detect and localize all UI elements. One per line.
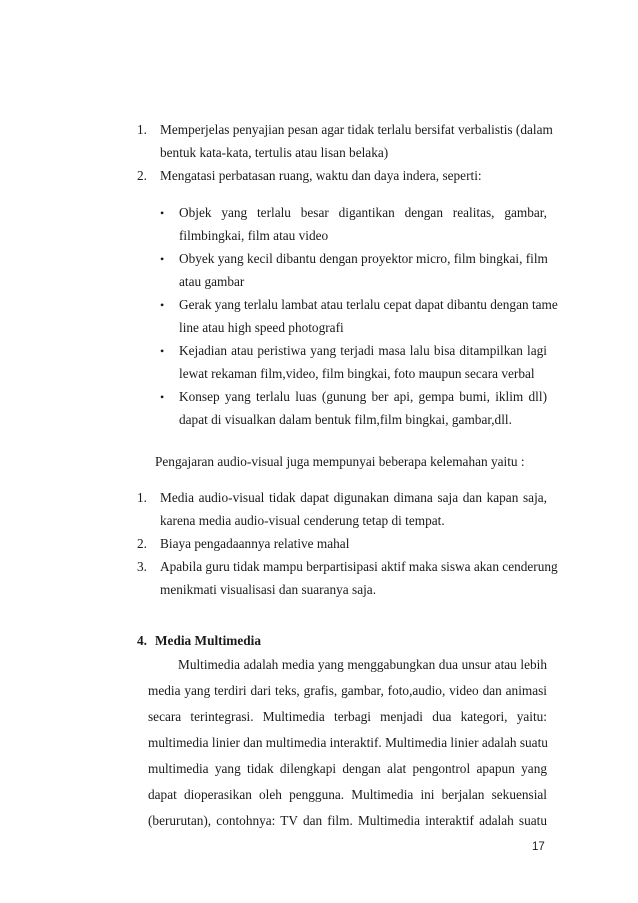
bullet-line: Gerak yang terlalu lambat atau terlalu cepat dapat dibantu dengan tame [179, 297, 558, 312]
bullet-icon: • [160, 206, 165, 220]
bullet-line: Kejadian atau peristiwa yang terjadi masa lalu bisa ditampilkan lagi [179, 343, 547, 358]
weakness-intro: Pengajaran audio-visual juga mempunyai beberapa kelemahan yaitu : [155, 454, 525, 469]
list-item-line: Biaya pengadaannya relative mahal [160, 536, 350, 551]
list-number: 2. [137, 168, 147, 183]
paragraph-line: (berurutan), contohnya: TV dan film. Multimedia interaktif adalah suatu [148, 813, 547, 828]
section-title: Media Multimedia [155, 633, 261, 648]
list-item-line: Mengatasi perbatasan ruang, waktu dan daya indera, seperti: [160, 168, 482, 183]
list-item-line: karena media audio-visual cenderung tetap di tempat. [160, 513, 445, 528]
list-item-line: Apabila guru tidak mampu berpartisipasi aktif maka siswa akan cenderung [160, 559, 558, 574]
bullet-line: Obyek yang kecil dibantu dengan proyektor micro, film bingkai, film [179, 251, 548, 266]
bullet-icon: • [160, 252, 165, 266]
bullet-line: Konsep yang terlalu luas (gunung ber api, gempa bumi, iklim dll) [179, 389, 547, 404]
bullet-line: lewat rekaman film,video, film bingkai, foto maupun secara verbal [179, 366, 535, 381]
list-item-line: Media audio-visual tidak dapat digunakan dimana saja dan kapan saja, [160, 490, 547, 505]
bullet-line: dapat di visualkan dalam bentuk film,film bingkai, gambar,dll. [179, 412, 512, 427]
list-number: 3. [137, 559, 147, 574]
bullet-line: filmbingkai, film atau video [179, 228, 329, 243]
paragraph-line: Multimedia adalah media yang menggabungkan dua unsur atau lebih [178, 657, 547, 672]
list-number: 1. [137, 122, 147, 137]
paragraph-line: secara terintegrasi. Multimedia terbagi menjadi dua kategori, yaitu: [148, 709, 547, 724]
bullet-line: line atau high speed photografi [179, 320, 344, 335]
paragraph-line: media yang terdiri dari teks, grafis, gambar, foto,audio, video dan animasi [148, 683, 547, 698]
page-number: 17 [532, 841, 545, 853]
list-number: 1. [137, 490, 147, 505]
section-number: 4. [137, 633, 147, 648]
paragraph-line: multimedia linier dan multimedia interaktif. Multimedia linier adalah suatu [148, 735, 548, 750]
list-item-line: menikmati visualisasi dan suaranya saja. [160, 582, 377, 597]
bullet-line: atau gambar [179, 274, 245, 289]
bullet-icon: • [160, 390, 165, 404]
bullet-icon: • [160, 298, 165, 312]
paragraph-line: dapat dioperasikan oleh pengguna. Multimedia ini berjalan sekuensial [148, 787, 547, 802]
list-item-line: bentuk kata-kata, tertulis atau lisan belaka) [160, 145, 389, 160]
list-number: 2. [137, 536, 147, 551]
bullet-icon: • [160, 344, 165, 358]
bullet-line: Objek yang terlalu besar digantikan dengan realitas, gambar, [179, 205, 547, 220]
list-item-line: Memperjelas penyajian pesan agar tidak terlalu bersifat verbalistis (dalam [160, 122, 553, 137]
paragraph-line: multimedia yang tidak dilengkapi dengan alat pengontrol apapun yang [148, 761, 547, 776]
